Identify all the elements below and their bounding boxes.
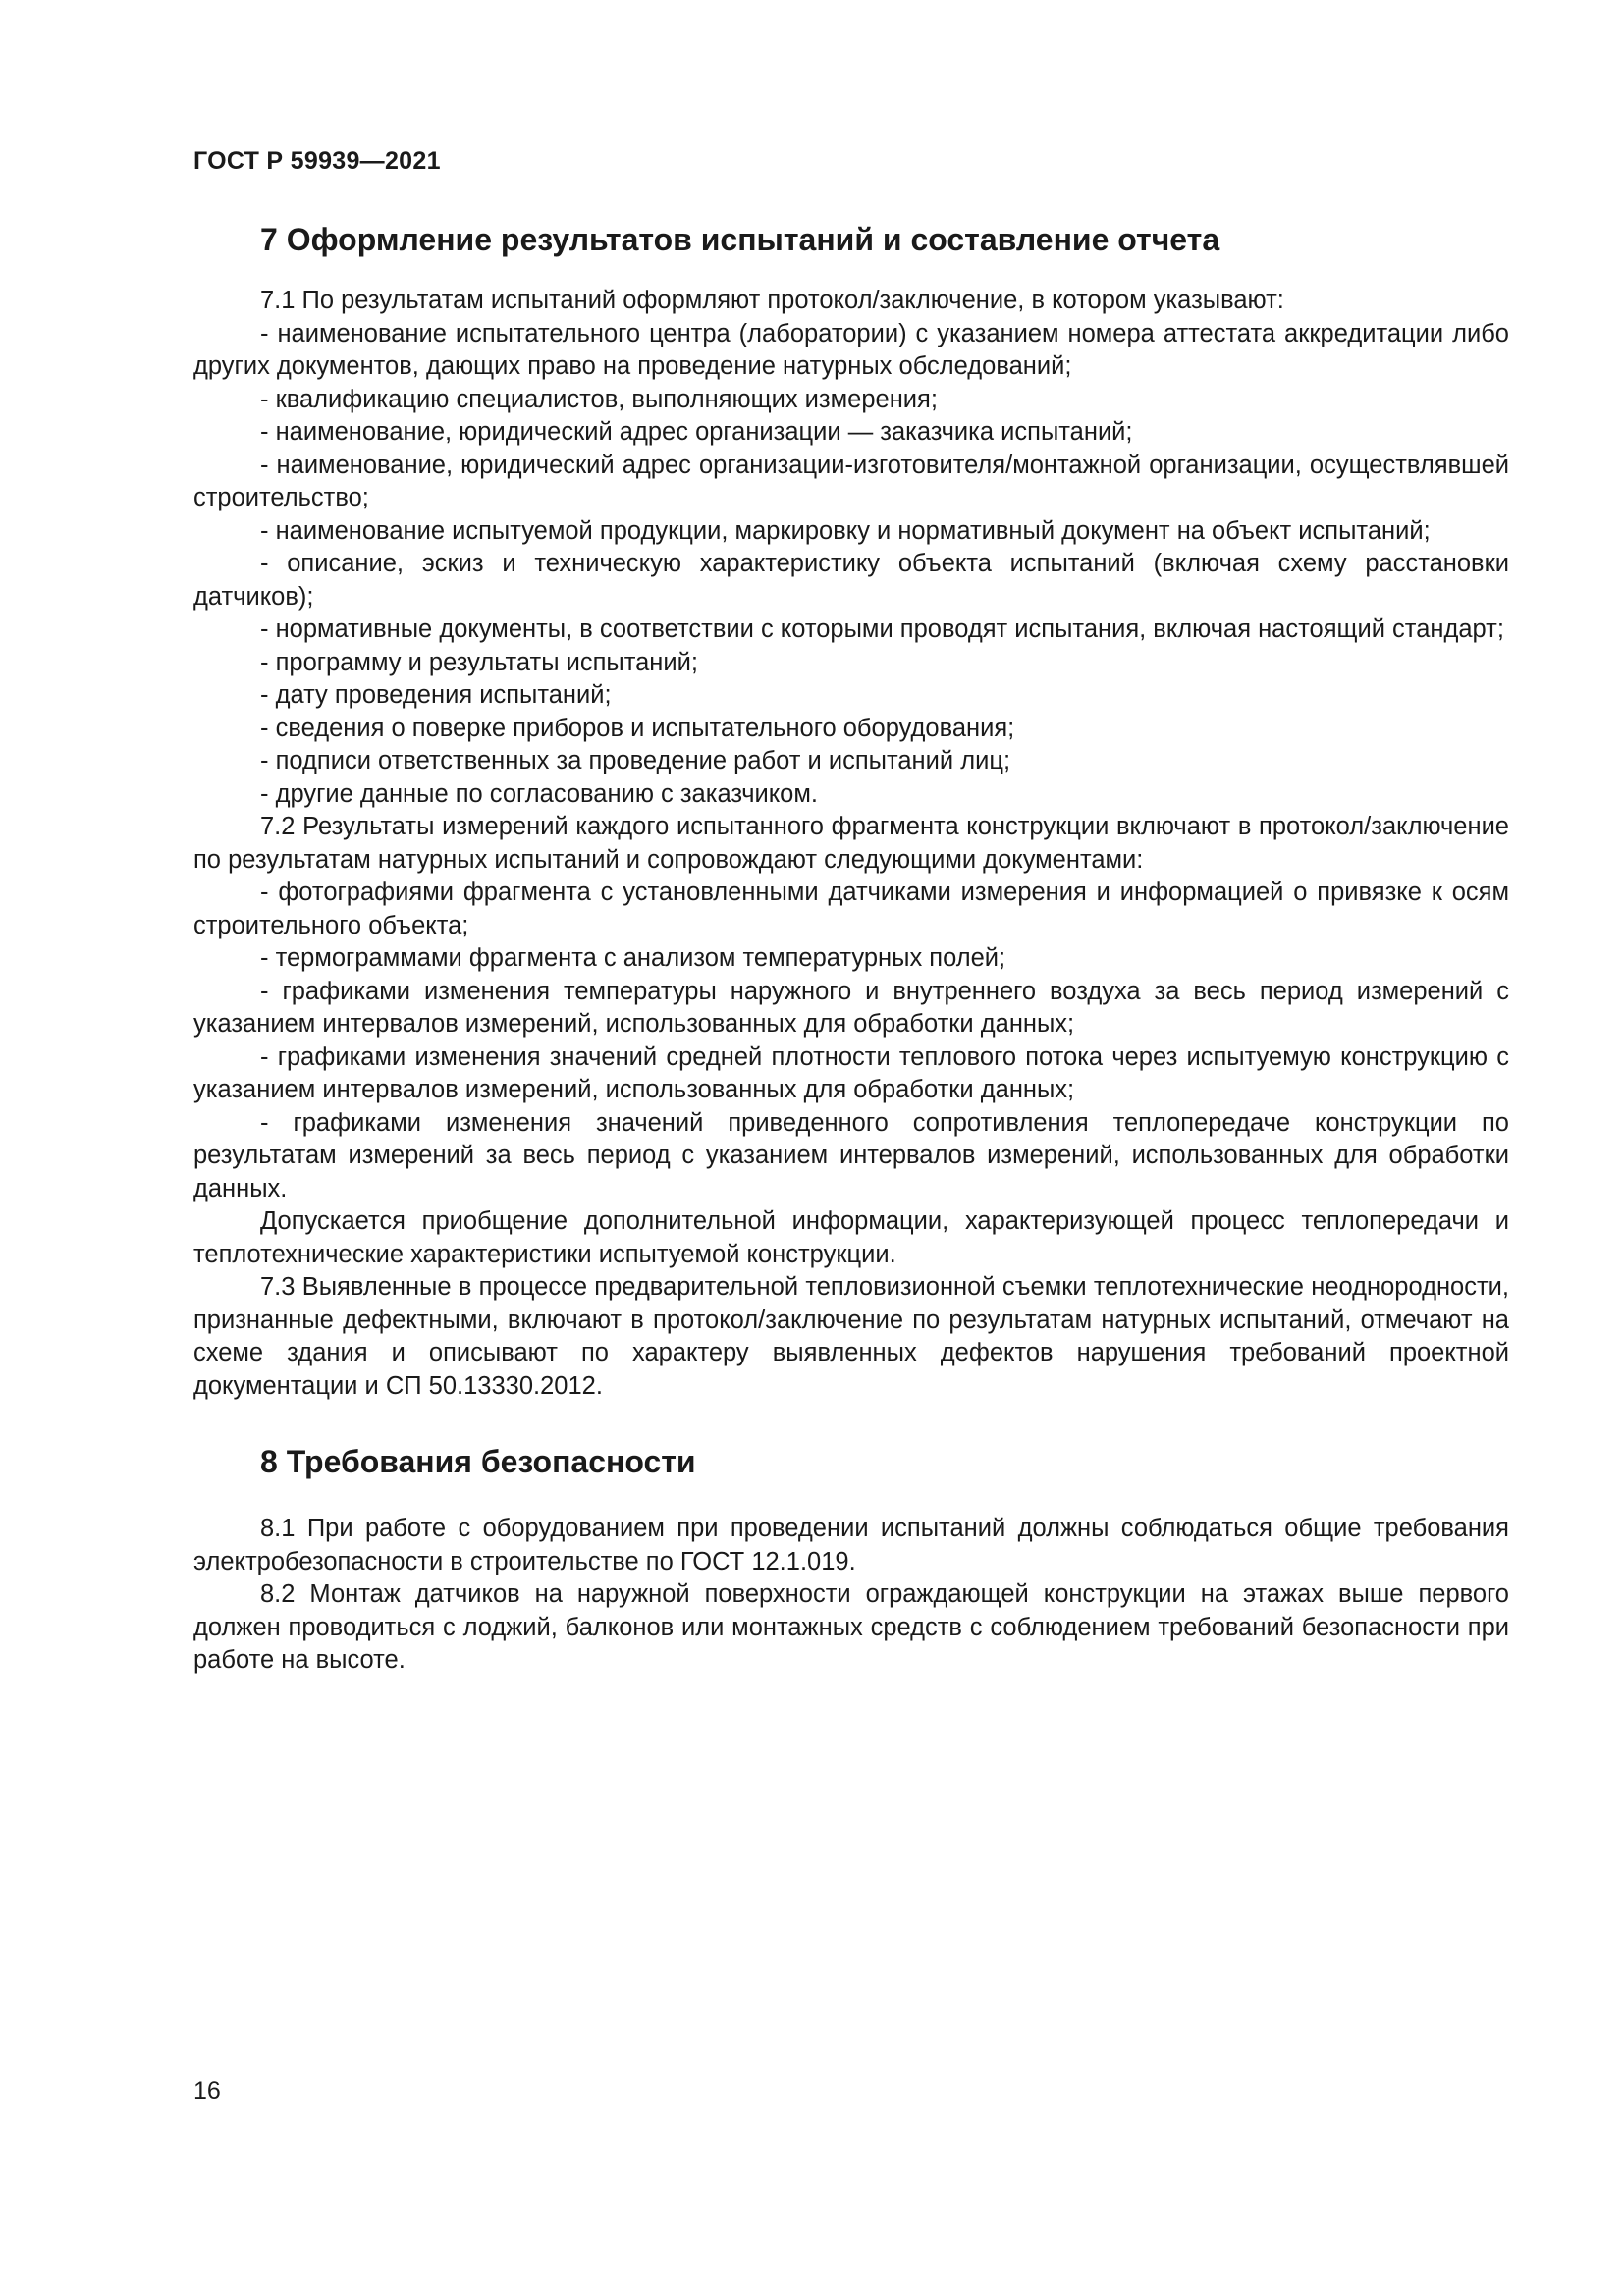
paragraph-7-1: 7.1 По результатам испытаний оформляют протокол/заключение, в котором указывают: (260, 287, 1284, 314)
document-body (193, 218, 1509, 1678)
paragraph-additional-info: Допускается приобщение дополнительной информации, характеризующей процесс теплопередачи и теплотехнические характеристики испытуемой конструкции. (193, 1207, 1509, 1268)
list-item: - фотографиями фрагмента с установленными датчиками измерения и информацией о привязке к осям строительного объекта; (193, 879, 1509, 939)
list-item: - термограммами фрагмента с анализом температурных полей; (260, 944, 1006, 972)
list-item: - наименование, юридический адрес организации-изготовителя/монтажной организации, осуществлявшей строительство; (193, 451, 1509, 511)
list-item: - графиками изменения значений приведенного сопротивления теплопередаче конструкции по результатам измерений за весь период с указанием интервалов измерений, использованных для обработки данных. (193, 1108, 1509, 1202)
list-item: - квалификацию специалистов, выполняющих измерения; (260, 385, 938, 413)
list-item: - описание, эскиз и техническую характеристику объекта испытаний (включая схему расстановки датчиков); (193, 550, 1509, 611)
section-8-title: 8 Требования безопасности (260, 1444, 696, 1479)
document-header: ГОСТ Р 59939—2021 (193, 147, 441, 175)
list-item: - программу и результаты испытаний; (260, 648, 698, 676)
list-item: - графиками изменения значений средней плотности теплового потока через испытуемую конструкцию с указанием интервалов измерений, использованных для обработки данных; (193, 1042, 1509, 1103)
list-item: - другие данные по согласованию с заказчиком. (260, 779, 818, 808)
list-item: - наименование, юридический адрес организации — заказчика испытаний; (260, 418, 1133, 446)
list-item: - наименование испытательного центра (лаборатории) с указанием номера аттестата аккредитации либо других документов, дающих право на проведение натурных обследований; (193, 319, 1509, 380)
list-item: - подписи ответственных за проведение работ и испытаний лиц; (260, 747, 1011, 774)
list-item: - наименование испытуемой продукции, маркировку и нормативный документ на объект испытаний; (260, 516, 1431, 545)
paragraph-7-2: 7.2 Результаты измерений каждого испытанного фрагмента конструкции включают в протокол/заключение по результатам натурных испытаний и сопровождают следующими документами: (193, 813, 1509, 874)
section-7-title: 7 Оформление результатов испытаний и составление отчета (260, 222, 1220, 257)
list-item: - дату проведения испытаний; (260, 681, 612, 709)
paragraph-7-3: 7.3 Выявленные в процессе предварительной тепловизионной съемки теплотехнические неоднородности, признанные дефектными, включают в протокол/заключение по результатам натурных испытаний, отмечают на схеме здания и описывают по характеру выявленных дефектов нарушения требований проектной документации и СП 50.13330.2012. (193, 1273, 1509, 1400)
list-item: - сведения о поверке приборов и испытательного оборудования; (260, 714, 1015, 742)
paragraph-8-2: 8.2 Монтаж датчиков на наружной поверхности ограждающей конструкции на этажах выше первого должен проводиться с лоджий, балконов или монтажных средств с соблюдением требований безопасности при работе на высоте. (193, 1580, 1509, 1674)
page-number: 16 (193, 2077, 221, 2105)
paragraph-8-1: 8.1 При работе с оборудованием при проведении испытаний должны соблюдаться общие требования электробезопасности в строительстве по ГОСТ 12.1.019. (193, 1515, 1509, 1575)
list-item: - графиками изменения температуры наружного и внутреннего воздуха за весь период измерений с указанием интервалов измерений, использованных для обработки данных; (193, 977, 1509, 1038)
list-item: - нормативные документы, в соответствии с которыми проводят испытания, включая настоящий стандарт; (260, 615, 1504, 643)
